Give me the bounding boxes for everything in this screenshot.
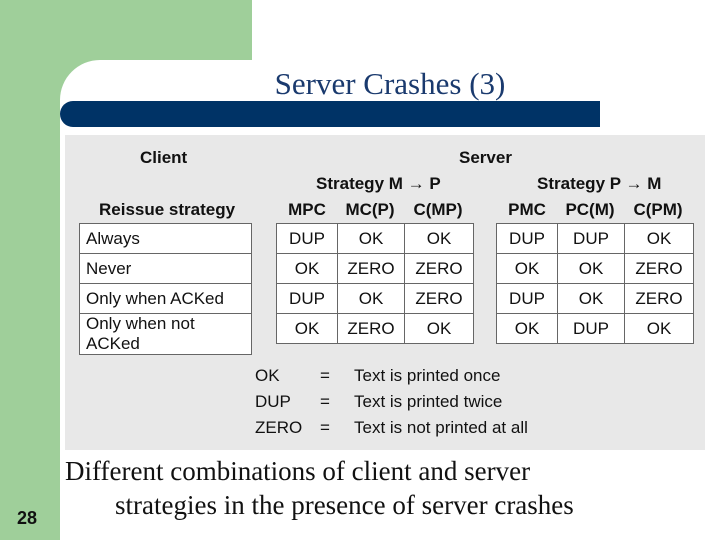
table-cell: ZERO [405,254,474,284]
row-label: Never [80,254,252,284]
slide-title: Server Crashes (3) [274,66,506,101]
table-row [80,254,252,284]
strategy-pm-header: Strategy P → M [537,174,662,193]
table-row [277,284,474,314]
table-cell: DUP [277,284,338,314]
legend-desc-ok: Text is printed once [354,366,501,385]
slide-number: 28 [17,508,38,528]
strategy-mp-header: Strategy M → P [316,174,441,193]
slide-caption [65,454,705,522]
table-cell: OK [625,224,694,254]
column-header-pcm: PC(M) [565,200,615,219]
table-cell: OK [405,224,474,254]
table-cell: ZERO [405,284,474,314]
table-cell: OK [558,254,625,284]
caption-line-1: Different combinations of client and server [65,456,531,486]
legend-term-dup: DUP [255,392,291,411]
table-cell: DUP [497,224,558,254]
table-cell: DUP [558,224,625,254]
table-cell: OK [277,254,338,284]
table-row [277,254,474,284]
table-cell: OK [338,224,405,254]
column-header-mpc: MPC [288,200,326,219]
legend-desc-dup: Text is printed twice [354,392,503,411]
column-header-mcp: MC(P) [345,200,395,219]
table-cell: DUP [277,224,338,254]
server-header: Server [459,148,512,167]
strategy-mp-table [276,223,474,344]
table-cell: ZERO [625,254,694,284]
strategy-figure [65,135,705,450]
legend-equals: = [320,366,330,385]
table-row [497,224,694,254]
table-cell: OK [558,284,625,314]
legend-equals: = [320,418,330,437]
caption-line-2: strategies in the presence of server crashes [115,490,574,520]
row-label: Only when not ACKed [80,314,252,355]
column-header-pmc: PMC [508,200,546,219]
legend-term-ok: OK [255,366,280,385]
table-cell: ZERO [338,254,405,284]
legend-equals: = [320,392,330,411]
table-cell: ZERO [338,314,405,344]
table-row [80,224,252,254]
row-label: Always [80,224,252,254]
table-row [497,254,694,284]
table-cell: OK [405,314,474,344]
legend-term-zero: ZERO [255,418,303,437]
table-cell: DUP [558,314,625,344]
table-cell: OK [497,254,558,284]
table-cell: ZERO [625,284,694,314]
column-header-cpm: C(PM) [633,200,683,219]
table-cell: DUP [497,284,558,314]
row-label: Only when ACKed [80,284,252,314]
strategy-pm-table [496,223,694,344]
table-cell: OK [338,284,405,314]
reissue-strategy-header: Reissue strategy [99,200,236,219]
legend-desc-zero: Text is not printed at all [354,418,528,437]
table-row [277,224,474,254]
table-cell: OK [497,314,558,344]
table-cell: OK [625,314,694,344]
table-row [497,284,694,314]
table-row [277,314,474,344]
column-header-cmp: C(MP) [413,200,463,219]
table-cell: OK [277,314,338,344]
client-header: Client [140,148,188,167]
client-strategy-table [79,223,252,355]
table-row [80,314,252,355]
table-row [497,314,694,344]
title-bar [60,101,600,127]
table-row [80,284,252,314]
